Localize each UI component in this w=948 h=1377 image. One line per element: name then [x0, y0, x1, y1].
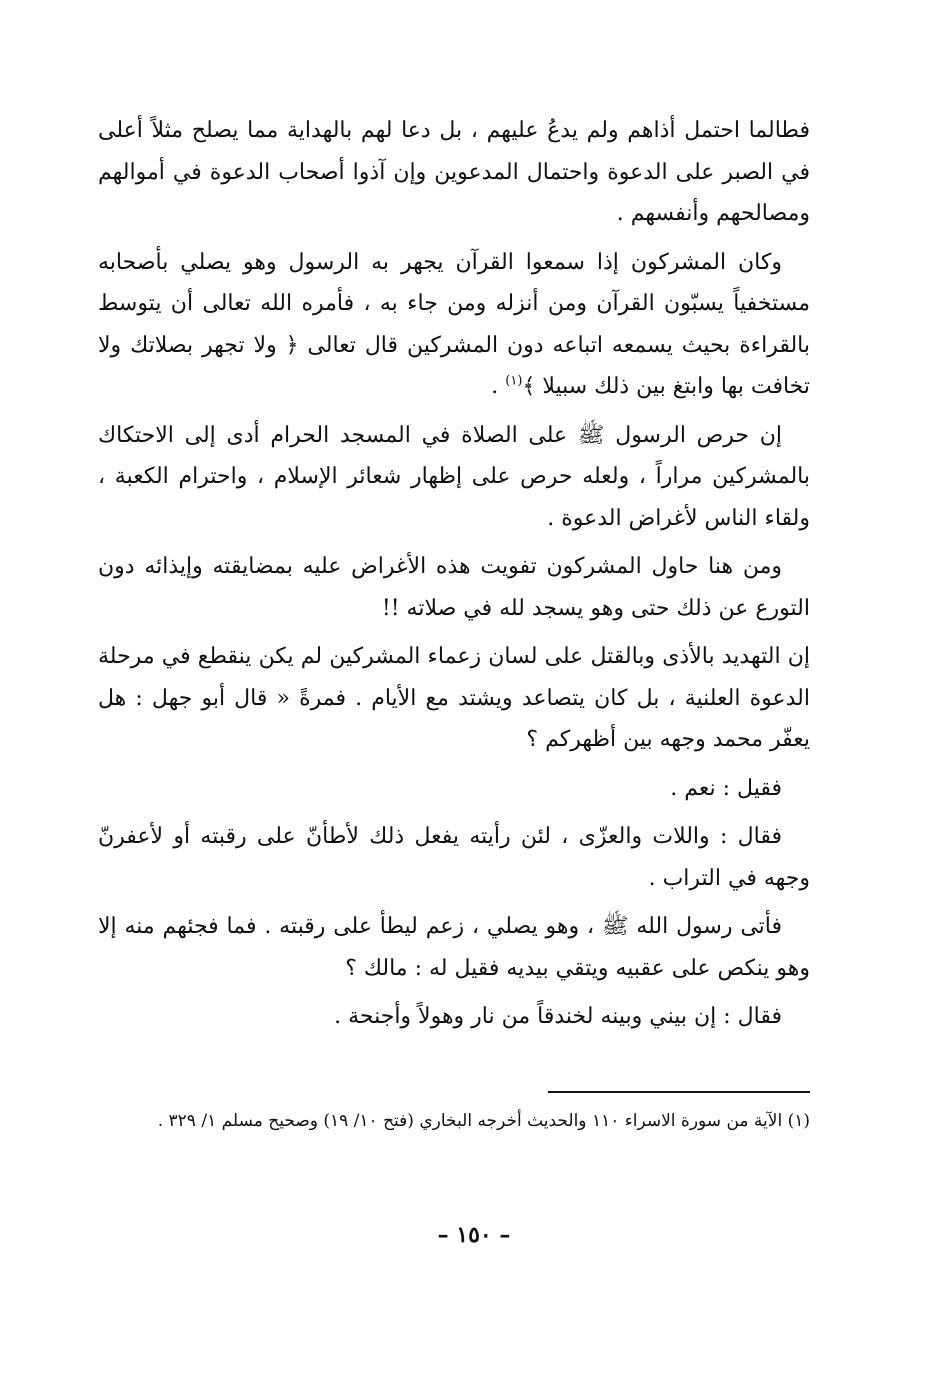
paragraph-9: فقال : إن بيني وبينه لخندقاً من نار وهولاً وأجنحة . [334, 1004, 782, 1029]
main-text [98, 110, 810, 1045]
paragraph-1: فطالما احتمل أذاهم ولم يدعُ عليهم ، بل دعا لهم بالهداية مما يصلح مثلاً أعلى في الصبر على الدعوة واحتمال المدعوين وإن آذوا أصحاب الدعوة في أموالهم ومصالحهم وأنفسهم . [98, 118, 810, 226]
paragraph-2 [98, 242, 810, 408]
paragraph-6: فقيل : نعم . [670, 775, 782, 801]
footnote [98, 1106, 810, 1136]
page-number: – ١٥٠ – [437, 1222, 511, 1248]
footnote-text: (١) الآية من سورة الاسراء ١١٠ والحديث أخرجه البخاري (فتح ١٠/ ١٩) وصحيح مسلم ١/ ٣٢٩ . [157, 1111, 810, 1131]
paragraph-4: ومن هنا حاول المشركون تفويت هذه الأغراض عليه بمضايقته وإيذائه دون التورع عن ذلك حتى وهو يسجد لله في صلاته !! [98, 554, 810, 621]
paragraph-7: فقال : واللات والعزّى ، لئن رأيته يفعل ذلك لأطأنّ على رقبته أو لأعفرنّ وجهه في التراب . [98, 824, 810, 891]
paragraph-5: إن التهديد بالأذى وبالقتل على لسان زعماء المشركين لم يكن ينقطع في مرحلة الدعوة العلنية ، بل كان يتصاعد ويشتد مع الأيام . فمرةً « قال أبو جهل : هل يعفّر محمد وجهه بين أظهركم ؟ [98, 644, 810, 752]
paragraph-8: فأتى رسول الله ﷺ ، وهو يصلي ، زعم ليطأ على رقبته . فما فجئهم منه إلا وهو ينكص على عقبيه ويتقي بيديه فقيل له : مالك ؟ [98, 914, 810, 981]
paragraph-3: إن حرص الرسول ﷺ على الصلاة في المسجد الحرام أدى إلى الاحتكاك بالمشركين مراراً ، ولعله حرص على إظهار شعائر الإسلام ، واحترام الكعبة ، ولقاء الناس لأغراض الدعوة . [98, 422, 810, 531]
paragraph-2-tail: . [491, 374, 506, 399]
paragraph-2-text: وكان المشركون إذا سمعوا القرآن يجهر به الرسول وهو يصلي بأصحابه مستخفياً يسبّون القرآن ومن أنزله ومن جاء به ، فأمره الله تعالى أن يتوسط بالقراءة بحيث يسمعه اتباعه دون المشركين قال تعالى ﴿ ولا تجهر بصلاتك ولا تخافت بها وابتغ بين ذلك سبيلا ﴾ [98, 249, 810, 399]
footnote-reference: (١) [505, 373, 523, 389]
footnote-divider [548, 1091, 810, 1093]
